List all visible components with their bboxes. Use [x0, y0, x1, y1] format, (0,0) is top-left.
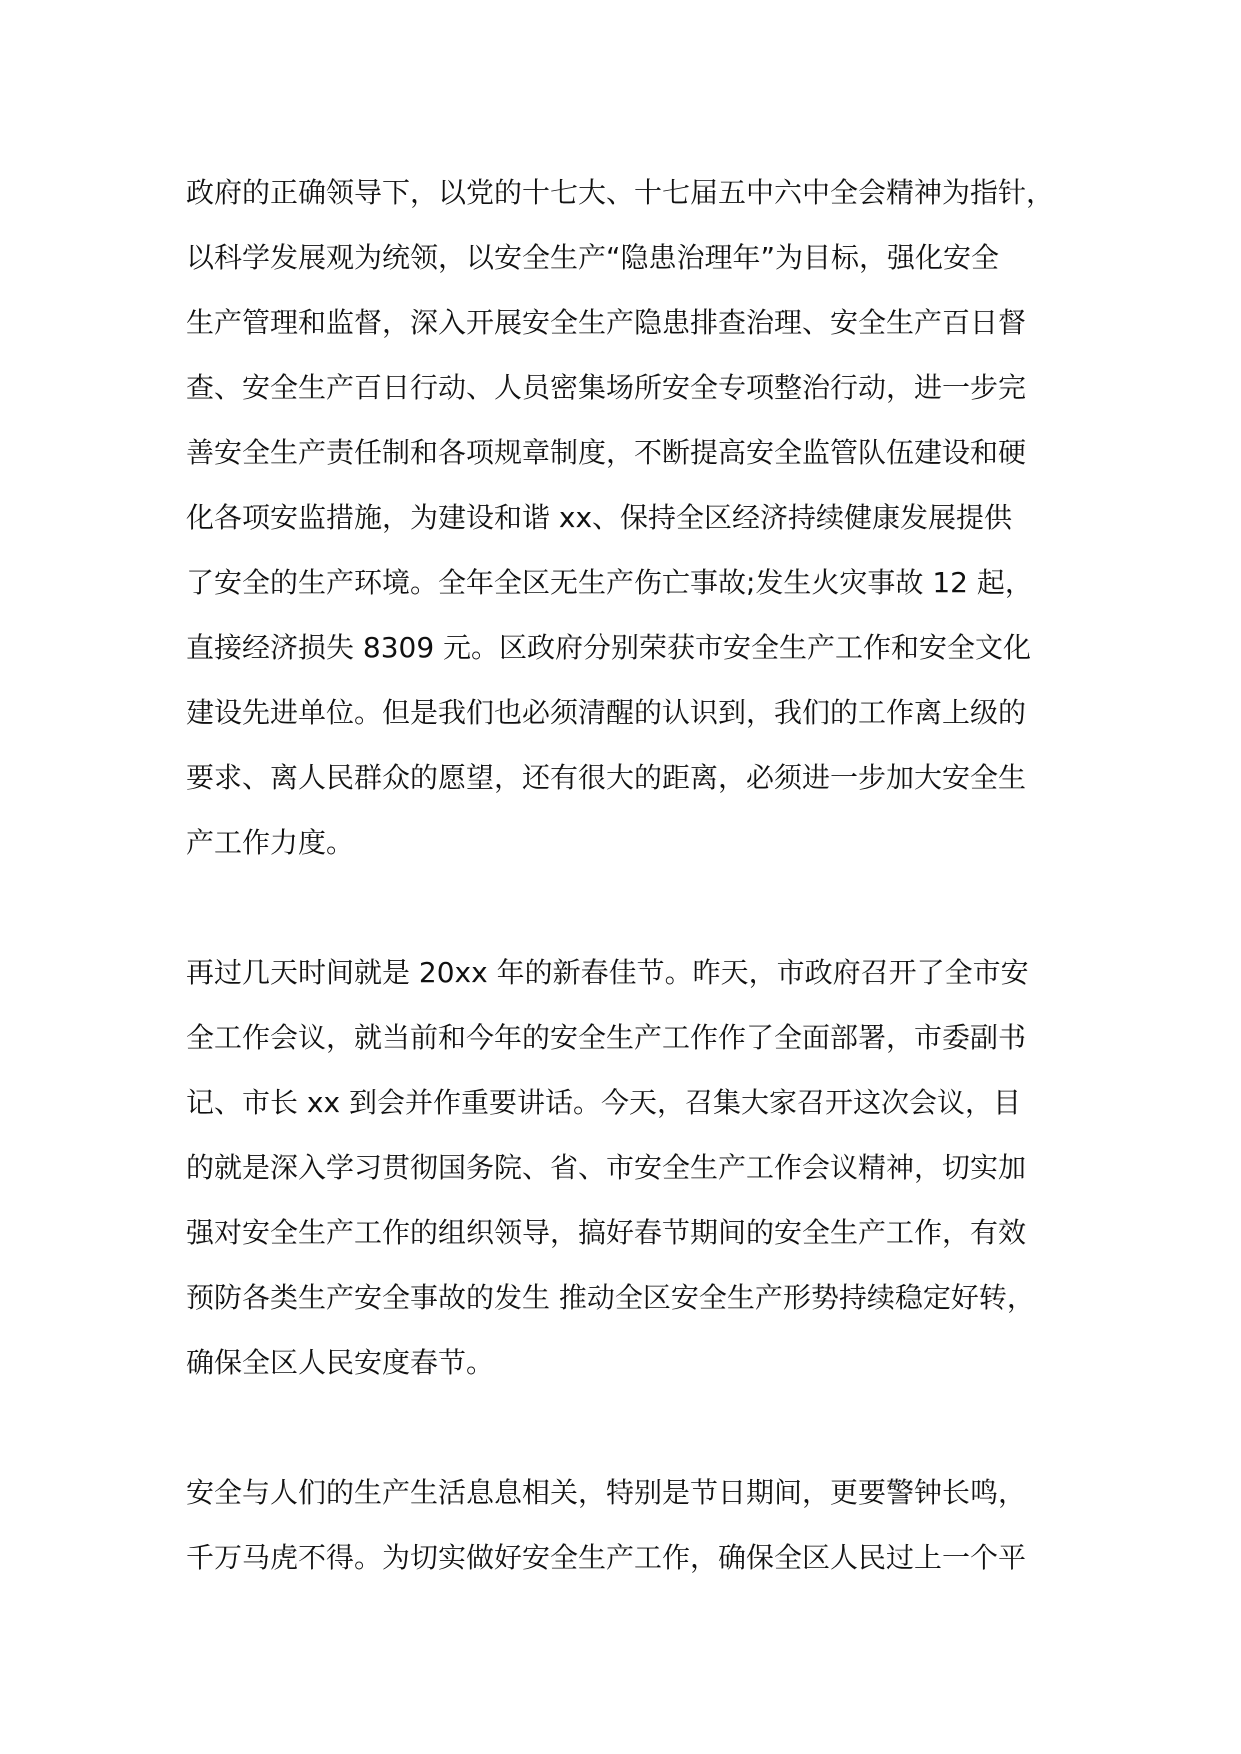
text-line: 确保全区人民安度春节。 [186, 1346, 495, 1379]
text-line: 再过几天时间就是 20xx 年的新春佳节。昨天，市政府召开了全市安 [186, 956, 1029, 989]
text-line: 生产管理和监督，深入开展安全生产隐患排查治理、安全生产百日督 [186, 306, 1027, 339]
text-line: 要求、离人民群众的愿望，还有很大的距离，必须进一步加大安全生 [186, 761, 1027, 794]
text-line: 全工作会议，就当前和今年的安全生产工作作了全面部署，市委副书 [186, 1021, 1027, 1054]
text-line: 了安全的生产环境。全年全区无生产伤亡事故;发生火灾事故 12 起， [186, 566, 1033, 599]
document-body [186, 160, 1066, 1590]
text-line: 千万马虎不得。为切实做好安全生产工作，确保全区人民过上一个平 [186, 1541, 1027, 1574]
text-line: 建设先进单位。但是我们也必须清醒的认识到，我们的工作离上级的 [186, 696, 1027, 729]
text-line: 安全与人们的生产生活息息相关，特别是节日期间，更要警钟长鸣， [186, 1476, 1027, 1509]
text-line: 善安全生产责任制和各项规章制度，不断提高安全监管队伍建设和硬 [186, 436, 1027, 469]
paragraph-1 [186, 160, 1066, 875]
text-line: 查、安全生产百日行动、人员密集场所安全专项整治行动，进一步完 [186, 371, 1027, 404]
paragraph-spacer [186, 1395, 1066, 1460]
paragraph-spacer [186, 875, 1066, 940]
text-line: 以科学发展观为统领，以安全生产“隐患治理年”为目标，强化安全 [186, 241, 1000, 274]
paragraph-3 [186, 1460, 1066, 1590]
text-line: 化各项安监措施，为建设和谐 xx、保持全区经济持续健康发展提供 [186, 501, 1013, 534]
text-line: 直接经济损失 8309 元。区政府分别荣获市安全生产工作和安全文化 [186, 631, 1032, 664]
text-line: 记、市长 xx 到会并作重要讲话。今天，召集大家召开这次会议，目 [186, 1086, 1021, 1119]
text-line: 政府的正确领导下，以党的十七大、十七届五中六中全会精神为指针， [186, 176, 1055, 209]
text-line: 产工作力度。 [186, 826, 355, 859]
text-line: 预防各类生产安全事故的发生 推动全区安全生产形势持续稳定好转， [186, 1281, 1035, 1314]
paragraph-2 [186, 940, 1066, 1395]
text-line: 的就是深入学习贯彻国务院、省、市安全生产工作会议精神，切实加 [186, 1151, 1027, 1184]
text-line: 强对安全生产工作的组织领导，搞好春节期间的安全生产工作，有效 [186, 1216, 1027, 1249]
